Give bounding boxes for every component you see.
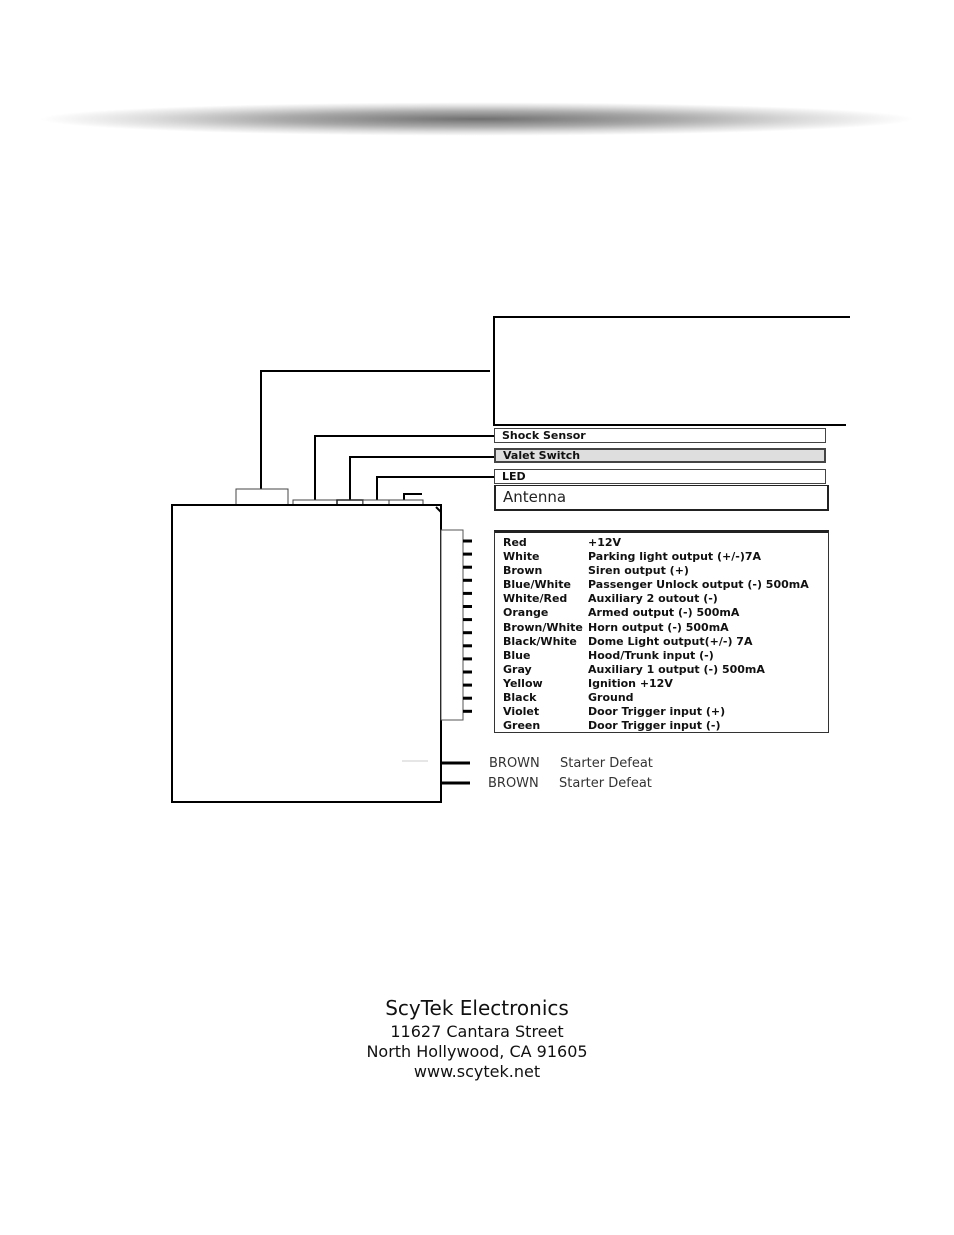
wire-color: Brown/White xyxy=(503,620,583,634)
defeat-function: Starter Defeat xyxy=(560,756,653,771)
harness-pin xyxy=(463,540,472,543)
wire-function: Ignition +12V xyxy=(588,676,673,690)
wire-row xyxy=(495,719,828,733)
wire-color: Brown xyxy=(503,564,543,578)
starter-defeat-label-2 xyxy=(488,776,652,791)
wire-function: Door Trigger input (+) xyxy=(588,705,726,719)
wire-row xyxy=(495,635,828,649)
valet-switch-label: Valet Switch xyxy=(494,448,826,463)
wire-color: Black/White xyxy=(503,634,577,648)
antenna-label: Antenna xyxy=(494,485,829,511)
wire-function: Dome Light output(+/-) 7A xyxy=(588,634,753,648)
wire-row xyxy=(495,592,828,606)
harness-pin xyxy=(463,605,472,608)
harness-pin xyxy=(463,579,472,582)
company-website[interactable]: www.scytek.net xyxy=(413,1062,541,1081)
harness-pin xyxy=(463,657,472,660)
wire-row xyxy=(495,621,828,635)
wire-color: Red xyxy=(503,536,527,549)
harness-pin xyxy=(463,631,472,634)
wire-function: +12V xyxy=(588,536,622,549)
wire-row xyxy=(495,578,828,592)
wire-color-table xyxy=(494,530,829,733)
main-harness-connector xyxy=(441,530,463,720)
wire-color: Green xyxy=(503,719,541,733)
harness-pin xyxy=(463,644,472,647)
wire-function: Horn output (-) 500mA xyxy=(588,620,729,634)
wire-row xyxy=(495,649,828,663)
harness-pin xyxy=(463,710,472,713)
harness-pin xyxy=(463,684,472,687)
harness-pin xyxy=(463,618,472,621)
valet-switch-wire xyxy=(350,457,494,502)
wire-color: White/Red xyxy=(503,592,568,606)
wire-function: Armed output (-) 500mA xyxy=(588,606,740,620)
harness-pin xyxy=(463,697,472,700)
wire-row xyxy=(495,691,828,705)
led-wire xyxy=(377,477,494,502)
wire-function: Auxiliary 1 output (-) 500mA xyxy=(588,662,765,676)
wire-row xyxy=(495,564,828,578)
wire-row xyxy=(495,606,828,620)
wire-color: Black xyxy=(503,691,537,705)
company-name: ScyTek Electronics xyxy=(385,996,569,1020)
wire-function: Passenger Unlock output (-) 500mA xyxy=(588,578,809,592)
led-label: LED xyxy=(494,469,826,484)
harness-pins xyxy=(463,540,472,713)
wire-color: Yellow xyxy=(503,676,543,690)
main-plug xyxy=(236,489,288,505)
wire-function: Auxiliary 2 outout (-) xyxy=(588,592,718,606)
starter-defeat-label-1 xyxy=(489,756,653,771)
wire-row xyxy=(495,536,828,550)
wire-color: Orange xyxy=(503,606,549,620)
shock-sensor-label: Shock Sensor xyxy=(494,428,826,443)
address-street: 11627 Cantara Street xyxy=(390,1022,564,1041)
wire-function: Hood/Trunk input (-) xyxy=(588,648,714,662)
defeat-color: BROWN xyxy=(488,776,539,791)
top-connector-outline xyxy=(494,317,850,425)
harness-pin xyxy=(463,566,472,569)
address-city: North Hollywood, CA 91605 xyxy=(366,1042,588,1061)
harness-pin xyxy=(463,671,472,674)
wire-function: Ground xyxy=(588,691,634,705)
wire-color: Blue xyxy=(503,648,531,662)
wire-function: Siren output (+) xyxy=(588,564,689,578)
wire-color: Violet xyxy=(503,705,540,719)
wire-color: White xyxy=(503,550,540,564)
wire-row xyxy=(495,663,828,677)
harness-pin xyxy=(463,592,472,595)
wire-color: Blue/White xyxy=(503,578,571,592)
defeat-color: BROWN xyxy=(489,756,540,771)
wire-row xyxy=(495,705,828,719)
wire-row xyxy=(495,550,828,564)
shock-sensor-wire xyxy=(315,436,494,500)
defeat-function: Starter Defeat xyxy=(559,776,652,791)
wire-color: Gray xyxy=(503,662,532,676)
main-connector-wire xyxy=(261,371,490,490)
wire-function: Parking light output (+/-)7A xyxy=(588,550,762,564)
wire-function: Door Trigger input (-) xyxy=(588,719,721,733)
control-module-box xyxy=(172,505,441,802)
wire-row xyxy=(495,677,828,691)
harness-pin xyxy=(463,553,472,556)
